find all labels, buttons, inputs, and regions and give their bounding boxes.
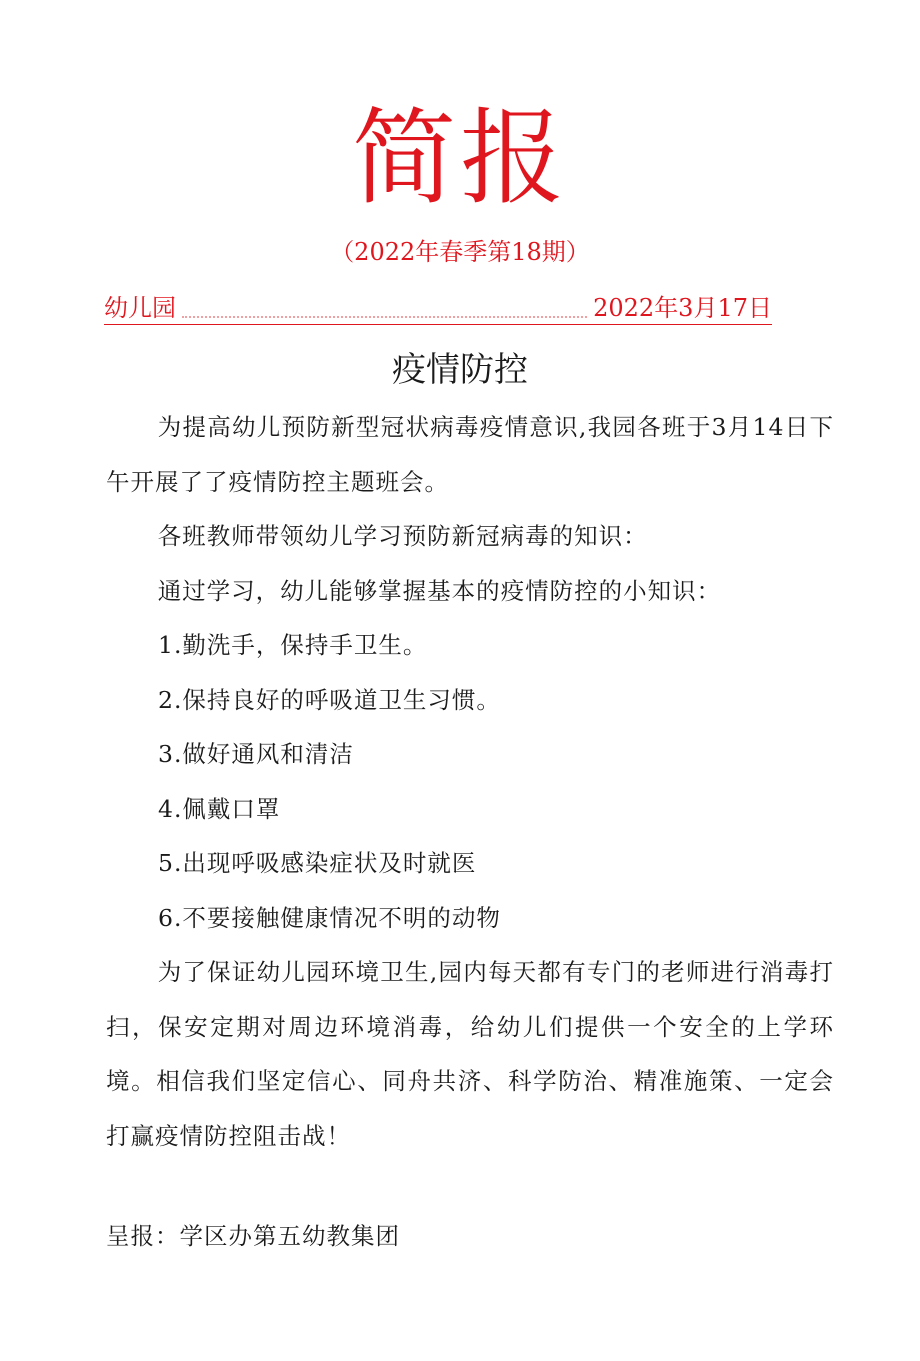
- paragraph-teachers: 各班教师带领幼儿学习预防新冠病毒的知识：: [157, 522, 648, 550]
- list-item: 1.勤洗手，保持手卫生。: [158, 631, 428, 659]
- paragraph-learning: 通过学习，幼儿能够掌握基本的疫情防控的小知识：: [157, 576, 722, 605]
- document-body: [106, 400, 834, 1163]
- byline-dotted-leader: [182, 316, 587, 318]
- byline-date: 2022年3月17日: [593, 294, 772, 322]
- paragraph-conclusion: 为了保证幼儿园环境卫生,园内每天都有专门的老师进行消毒打扫，保安定期对周边环境消毒，给幼儿们提供一个安全的上学环境。相信我们坚定信心、同舟共济、科学防治、精准施策、一定会打赢疫情防控阻击战！: [106, 958, 834, 1150]
- byline-org: 幼儿园: [104, 294, 176, 322]
- report-recipient: 呈报：学区办第五幼教集团: [106, 1222, 400, 1250]
- list-item: 6.不要接触健康情况不明的动物: [158, 903, 501, 932]
- list-item: 4.佩戴口罩: [158, 794, 281, 823]
- masthead-title: 简报: [351, 97, 568, 219]
- list-item: 5.出现呼吸感染症状及时就医: [158, 849, 477, 877]
- document-title: 疫情防控: [392, 350, 528, 390]
- byline: [104, 288, 772, 325]
- list-item: 3.做好通风和清洁: [158, 740, 354, 768]
- issue-number: （2022年春季第18期）: [330, 238, 590, 266]
- paragraph-intro: 为提高幼儿预防新型冠状病毒疫情意识,我园各班于3月14日下午开展了了疫情防控主题班会。: [106, 413, 834, 496]
- list-item: 2.保持良好的呼吸道卫生习惯。: [158, 685, 501, 714]
